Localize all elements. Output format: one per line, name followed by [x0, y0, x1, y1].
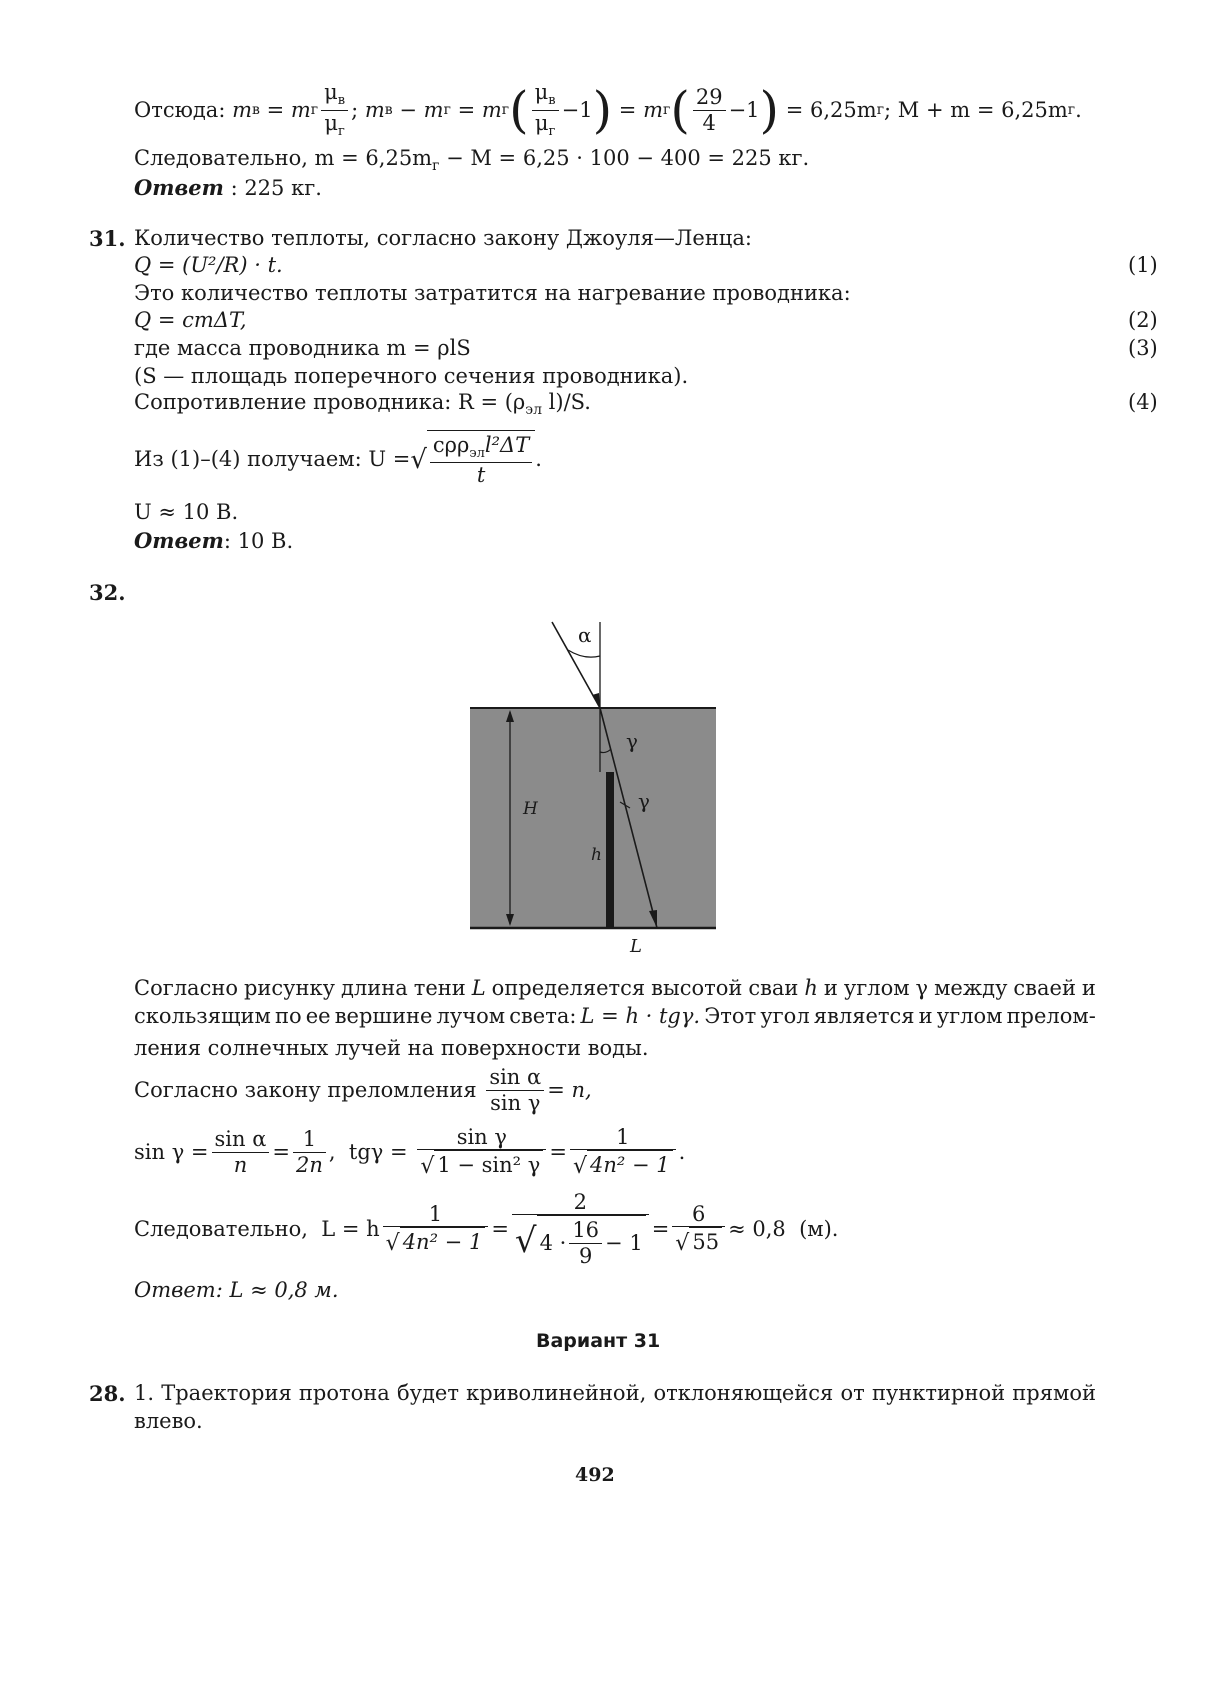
law-tail: = n,	[547, 1077, 592, 1102]
b31-line-9: U ≈ 10 В.	[134, 500, 239, 524]
b31-line-4: Q = cmΔT,	[134, 308, 247, 332]
f1-den4: 4n² − 1	[587, 1150, 673, 1177]
result-num: cρρ	[432, 433, 470, 458]
word: определяется	[491, 976, 646, 1000]
b31-line-7-text: Сопротивление проводника: R = (ρ	[134, 390, 526, 414]
problem-number-32: 32.	[89, 580, 126, 605]
pile	[606, 772, 614, 928]
f2-num1: 1	[383, 1202, 489, 1227]
gamma-mid-label: γ	[638, 789, 650, 813]
f1-den1: n	[233, 1152, 248, 1177]
word: Согласно	[134, 976, 238, 1000]
f2-den2-b: − 1	[605, 1230, 643, 1255]
word: является	[813, 1004, 915, 1028]
word: лучом	[436, 1004, 506, 1028]
f1-num3: sin γ	[417, 1125, 546, 1150]
h-label: h	[591, 845, 602, 865]
fraction	[212, 1127, 270, 1176]
b31-line-7	[134, 392, 591, 417]
answer-label-32: Ответ:	[134, 1278, 223, 1302]
f2-tail: ≈ 0,8 (м).	[728, 1216, 839, 1241]
f2-num3: 6	[672, 1202, 725, 1227]
fraction: $\frac{1}{\text{√ 4n² − 1}}$	[570, 1125, 676, 1179]
variant-heading: Вариант 31	[536, 1330, 661, 1352]
law-den: sin γ	[490, 1090, 541, 1115]
result-prefix: Из (1)–(4) получаем: U =	[134, 446, 411, 471]
formula-tail-2: ; M + m = 6,25m	[884, 97, 1068, 122]
formula-tail: = 6,25m	[785, 97, 877, 122]
word: протона	[298, 1381, 390, 1405]
word: γ	[915, 976, 929, 1000]
f1-mid: , tgγ =	[328, 1139, 408, 1164]
word: L = h · tgγ.	[580, 1004, 701, 1028]
water-region	[470, 708, 716, 928]
L-label: L	[630, 936, 642, 957]
b31-line-3: Это количество теплоты затратится на нагревание проводника:	[134, 281, 851, 305]
fraction: $\frac{1}{\text{√ 4n² − 1}}$	[383, 1202, 489, 1256]
b32-para-line-1	[134, 978, 1096, 999]
conclusion-text: Следовательно, m = 6,25m	[134, 146, 433, 170]
word: сваи	[748, 976, 799, 1000]
formula-sin-tg	[134, 1122, 685, 1182]
b31-line-2: Q = (U²/R) · t.	[134, 253, 283, 277]
word: L	[471, 976, 486, 1000]
f1-end: .	[678, 1139, 686, 1164]
f2-eq2: =	[651, 1216, 670, 1241]
word: сваей	[1013, 976, 1076, 1000]
result-den: t	[476, 463, 486, 488]
b28-line-1	[134, 1383, 1096, 1404]
word: света:	[509, 1004, 577, 1028]
alpha-arc	[568, 650, 600, 657]
fraction: $\frac{6}{√ 55}$	[672, 1202, 725, 1256]
f2-prefix: Следовательно, L = h	[134, 1216, 380, 1241]
b31-line-7-tail: l)/S.	[542, 390, 591, 414]
word: угол	[760, 1004, 810, 1028]
answer-value-31: : 10 В.	[223, 529, 294, 553]
f1-den3: 1 − sin² γ	[434, 1150, 543, 1177]
b31-result-formula: Из (1)–(4) получаем: U = √ $\frac{c\rho\rho_{эл}l^2\Delta T}{t}$ .	[134, 424, 542, 494]
fraction: $\frac{\text{sin γ}}{\text{√ 1 − sin² γ}}$	[417, 1125, 546, 1179]
answer-value-32: L ≈ 0,8 м.	[222, 1278, 339, 1302]
answer-value: : 225 кг.	[223, 176, 322, 200]
word: и	[823, 976, 838, 1000]
f1-eq2: =	[549, 1139, 567, 1164]
word: и	[1081, 976, 1096, 1000]
f2-num2: 2	[512, 1190, 649, 1215]
word: 1.	[134, 1381, 155, 1405]
word: длина	[340, 976, 408, 1000]
word: по	[274, 1004, 302, 1028]
word: прямой	[1012, 1381, 1096, 1405]
law-fraction	[486, 1065, 544, 1114]
formula-line-1: Отсюда: m в = m г $\frac{\mu_в}{\mu_г}$ ; m в − m г = m г ( $\frac{\mu_в}{\mu_г}$ −1 ) = m г ( $\frac{29}{4}$ −1 ) = 6,25m г ; M + m = 6,25m г .	[134, 80, 1082, 139]
answer-label: Ответ	[134, 175, 224, 200]
fraction: 2 √ 4 · $\frac{16}{9}$ − 1	[512, 1190, 649, 1267]
word: отклоняющейся	[653, 1381, 834, 1405]
word: между	[934, 976, 1008, 1000]
word: пунктирной	[871, 1381, 1006, 1405]
b32-para-line-2	[134, 1006, 1096, 1027]
word: углом	[936, 1004, 1003, 1028]
f1-lhs: sin γ =	[134, 1139, 209, 1164]
conclusion-line: Следовательно, $m = 6,25m_г - M = 6,25 \cdot 100 - 400 = 225$ кг.	[134, 146, 810, 175]
f1-den2: 2n	[296, 1152, 323, 1177]
eq-number-4: (4)	[1128, 390, 1158, 414]
word: ее	[305, 1004, 331, 1028]
f1-eq: =	[272, 1139, 290, 1164]
formula-L	[134, 1184, 838, 1274]
b31-line-1: Количество теплоты, согласно закону Джоуля—Ленца:	[134, 226, 752, 250]
fraction	[293, 1127, 326, 1176]
refraction-law	[134, 1062, 592, 1118]
fraction: $\frac{\mu_в}{\mu_г}$	[321, 80, 348, 139]
alpha-label: α	[578, 623, 592, 647]
b31-line-5: где масса проводника m = ρlS	[134, 336, 471, 360]
word: скользящим	[134, 1004, 271, 1028]
eq-number-3: (3)	[1128, 336, 1158, 360]
f2-den3: 55	[689, 1227, 722, 1254]
eq-number-2: (2)	[1128, 308, 1158, 332]
b28-line-2: влево.	[134, 1409, 203, 1433]
refraction-figure	[460, 612, 740, 960]
word: Этот	[704, 1004, 757, 1028]
b31-line-7-sub: эл	[525, 402, 542, 419]
answer-line-31	[134, 530, 293, 552]
word: Траектория	[161, 1381, 292, 1405]
H-label: H	[523, 799, 538, 819]
b31-line-6: (S — площадь поперечного сечения проводника).	[134, 364, 689, 388]
result-num-tail: l²ΔT	[484, 433, 530, 458]
page-number: 492	[575, 1464, 615, 1486]
word: углом	[843, 976, 910, 1000]
result-num-sub: эл	[469, 446, 485, 462]
f1-num1: sin α	[212, 1127, 270, 1152]
gamma-top-label: γ	[626, 729, 638, 753]
answer-line-32	[134, 1280, 339, 1301]
word: прелом-	[1006, 1004, 1096, 1028]
word: будет	[396, 1381, 459, 1405]
f2-den2-fd: 9	[578, 1243, 593, 1268]
b32-para-line-3: ления солнечных лучей на поверхности воды.	[134, 1036, 649, 1060]
word: от	[840, 1381, 865, 1405]
word: рисунку	[243, 976, 335, 1000]
incident-arrowhead	[592, 693, 600, 708]
word: тени	[413, 976, 466, 1000]
word: вершине	[334, 1004, 433, 1028]
answer-label-31: Ответ	[134, 528, 224, 553]
answer-line-30	[134, 177, 322, 199]
f2-den2-fn: 16	[569, 1218, 602, 1243]
f2-eq: =	[491, 1216, 509, 1241]
law-prefix: Согласно закону преломления	[134, 1077, 477, 1102]
conclusion-text-2: − M = 6,25 · 100 − 400 = 225 кг.	[439, 146, 810, 170]
f1-num4: 1	[570, 1125, 676, 1150]
word: h	[804, 976, 818, 1000]
word: высотой	[651, 976, 743, 1000]
problem-number-28: 28.	[89, 1381, 126, 1406]
f1-num2: 1	[293, 1127, 326, 1152]
sqrt: √ $\frac{c\rho\rho_{эл}l^2\Delta T}{t}$	[410, 430, 535, 487]
formula-prefix: Отсюда:	[134, 97, 226, 122]
law-num: sin α	[486, 1065, 544, 1090]
word: и	[918, 1004, 933, 1028]
eq-number-1: (1)	[1128, 253, 1158, 277]
problem-number-31: 31.	[89, 226, 126, 251]
f2-den1: 4n² − 1	[400, 1227, 486, 1254]
f2-den2-a: 4 ·	[539, 1230, 567, 1255]
word: криволинейной,	[466, 1381, 647, 1405]
